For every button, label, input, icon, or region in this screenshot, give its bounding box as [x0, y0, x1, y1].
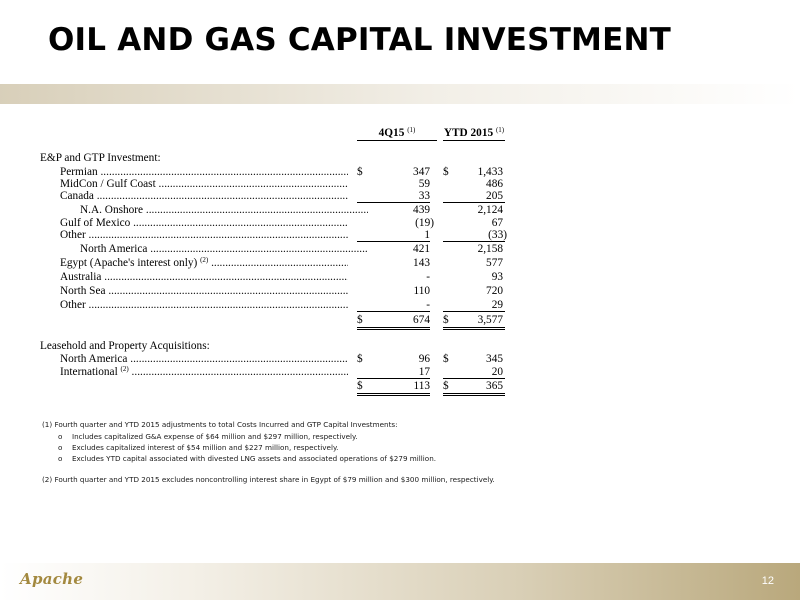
section-header-ep-gtp: [0, 151, 800, 165]
section-header-leasehold: [0, 339, 800, 353]
section-label: Leasehold and Property Acquisitions:: [40, 340, 210, 352]
total-rule: [443, 311, 505, 312]
footnote-ref: (2): [200, 256, 209, 264]
row-label: North America .....: [60, 352, 348, 366]
value-4q15: 347: [413, 166, 430, 178]
row-label: Other .....: [60, 298, 348, 312]
footer-bar: [0, 563, 800, 600]
value-ytd: 720: [486, 285, 503, 297]
table-row-subtotal: [0, 242, 800, 256]
value-ytd: 205: [486, 190, 503, 202]
row-label: Canada .....: [60, 189, 348, 203]
value-ytd: 1,433: [477, 166, 503, 178]
value-ytd: 2,124: [477, 204, 503, 216]
row-label: Egypt (Apache's interest only) $^{(2)}$ .....: [60, 256, 348, 270]
row-label: International $^{(2)}$ .....: [60, 365, 348, 379]
value-4q15: -: [426, 299, 430, 311]
row-label: N.A. Onshore .....: [80, 203, 368, 217]
column-header-ytd2015-sup: (1): [495, 126, 505, 134]
dollar-sign: $: [357, 353, 363, 365]
value-4q15: 674: [413, 314, 430, 326]
value-4q15: -: [426, 271, 430, 283]
value-ytd: 3,577: [477, 314, 503, 326]
total-double-rule: [443, 393, 505, 394]
row-label: North America .....: [80, 242, 368, 256]
value-4q15: 110: [413, 285, 430, 297]
value-ytd: 486: [486, 178, 503, 190]
dollar-sign: $: [443, 380, 449, 392]
footnote-1-bullet: o Excludes capitalized interest of $54 million and $227 million, respectively.: [58, 443, 339, 452]
value-4q15: 113: [413, 380, 430, 392]
row-label: Other .....: [60, 228, 348, 242]
dollar-sign: $: [357, 166, 363, 178]
table-row: [0, 365, 800, 379]
value-ytd: (33): [488, 229, 507, 241]
page-number: 12: [761, 575, 774, 587]
column-header-ytd2015: [443, 126, 505, 141]
column-header-4q15: [357, 126, 437, 141]
dollar-sign: $: [443, 314, 449, 326]
value-4q15: 17: [418, 366, 430, 378]
footnote-1-bullet: o Excludes YTD capital associated with divested LNG assets and associated operations of $279 million.: [58, 454, 437, 463]
value-ytd: 67: [491, 217, 503, 229]
apache-logo: Apache: [20, 570, 84, 588]
value-ytd: 577: [486, 257, 503, 269]
row-label: Gulf of Mexico .....: [60, 216, 348, 230]
dollar-sign: $: [443, 353, 449, 365]
row-label: North Sea .....: [60, 284, 348, 298]
value-4q15: 143: [413, 257, 430, 269]
total-rule: [357, 311, 430, 312]
table-row-total: [0, 313, 800, 327]
total-double-rule: [443, 395, 505, 396]
total-double-rule: [357, 393, 430, 394]
footnote-ref: (2): [120, 365, 129, 373]
value-4q15: 421: [413, 243, 430, 255]
footnote-2: (2) Fourth quarter and YTD 2015 excludes noncontrolling interest share in Egypt of $79 million and $300 million, respectively.: [42, 475, 495, 484]
dollar-sign: $: [443, 166, 449, 178]
value-ytd: 345: [486, 353, 503, 365]
value-ytd: 93: [491, 271, 503, 283]
title-underline-band: [0, 84, 800, 104]
dollar-sign: $: [357, 380, 363, 392]
row-label: MidCon / Gulf Coast .....: [60, 177, 348, 191]
value-4q15: 1: [424, 229, 430, 241]
table-row-total: [0, 379, 800, 393]
total-double-rule: [357, 329, 430, 330]
footnote-1-title: (1) Fourth quarter and YTD 2015 adjustments to total Costs Incurred and GTP Capital Investments:: [42, 420, 398, 429]
table-row: [0, 284, 800, 298]
total-double-rule: [443, 329, 505, 330]
row-label: Permian .....: [60, 165, 348, 179]
column-header-4q15-text: 4Q15: [378, 127, 405, 139]
slide-title: OIL AND GAS CAPITAL INVESTMENT: [48, 22, 671, 58]
total-double-rule: [357, 395, 430, 396]
value-ytd: 2,158: [477, 243, 503, 255]
value-ytd: 365: [486, 380, 503, 392]
table-row: [0, 228, 800, 242]
table-row: [0, 352, 800, 366]
total-double-rule: [443, 327, 505, 328]
table-row: [0, 298, 800, 312]
value-4q15: 439: [413, 204, 430, 216]
footnote-1-bullet: o Includes capitalized G&A expense of $64 million and $297 million, respectively.: [58, 432, 358, 441]
column-header-4q15-sup: (1): [407, 126, 416, 134]
value-4q15: 59: [418, 178, 430, 190]
value-4q15: 33: [418, 190, 430, 202]
table-row: [0, 256, 800, 270]
row-label: Australia .....: [60, 270, 348, 284]
table-row-subtotal: [0, 203, 800, 217]
total-double-rule: [357, 327, 430, 328]
value-ytd: 29: [491, 299, 503, 311]
value-4q15: 96: [418, 353, 430, 365]
table-row: [0, 270, 800, 284]
table-row: [0, 189, 800, 203]
value-ytd: 20: [491, 366, 503, 378]
value-4q15: (19): [415, 217, 434, 229]
dollar-sign: $: [357, 314, 363, 326]
column-header-ytd2015-text: YTD 2015: [443, 127, 494, 139]
section-label: E&P and GTP Investment:: [40, 152, 161, 164]
